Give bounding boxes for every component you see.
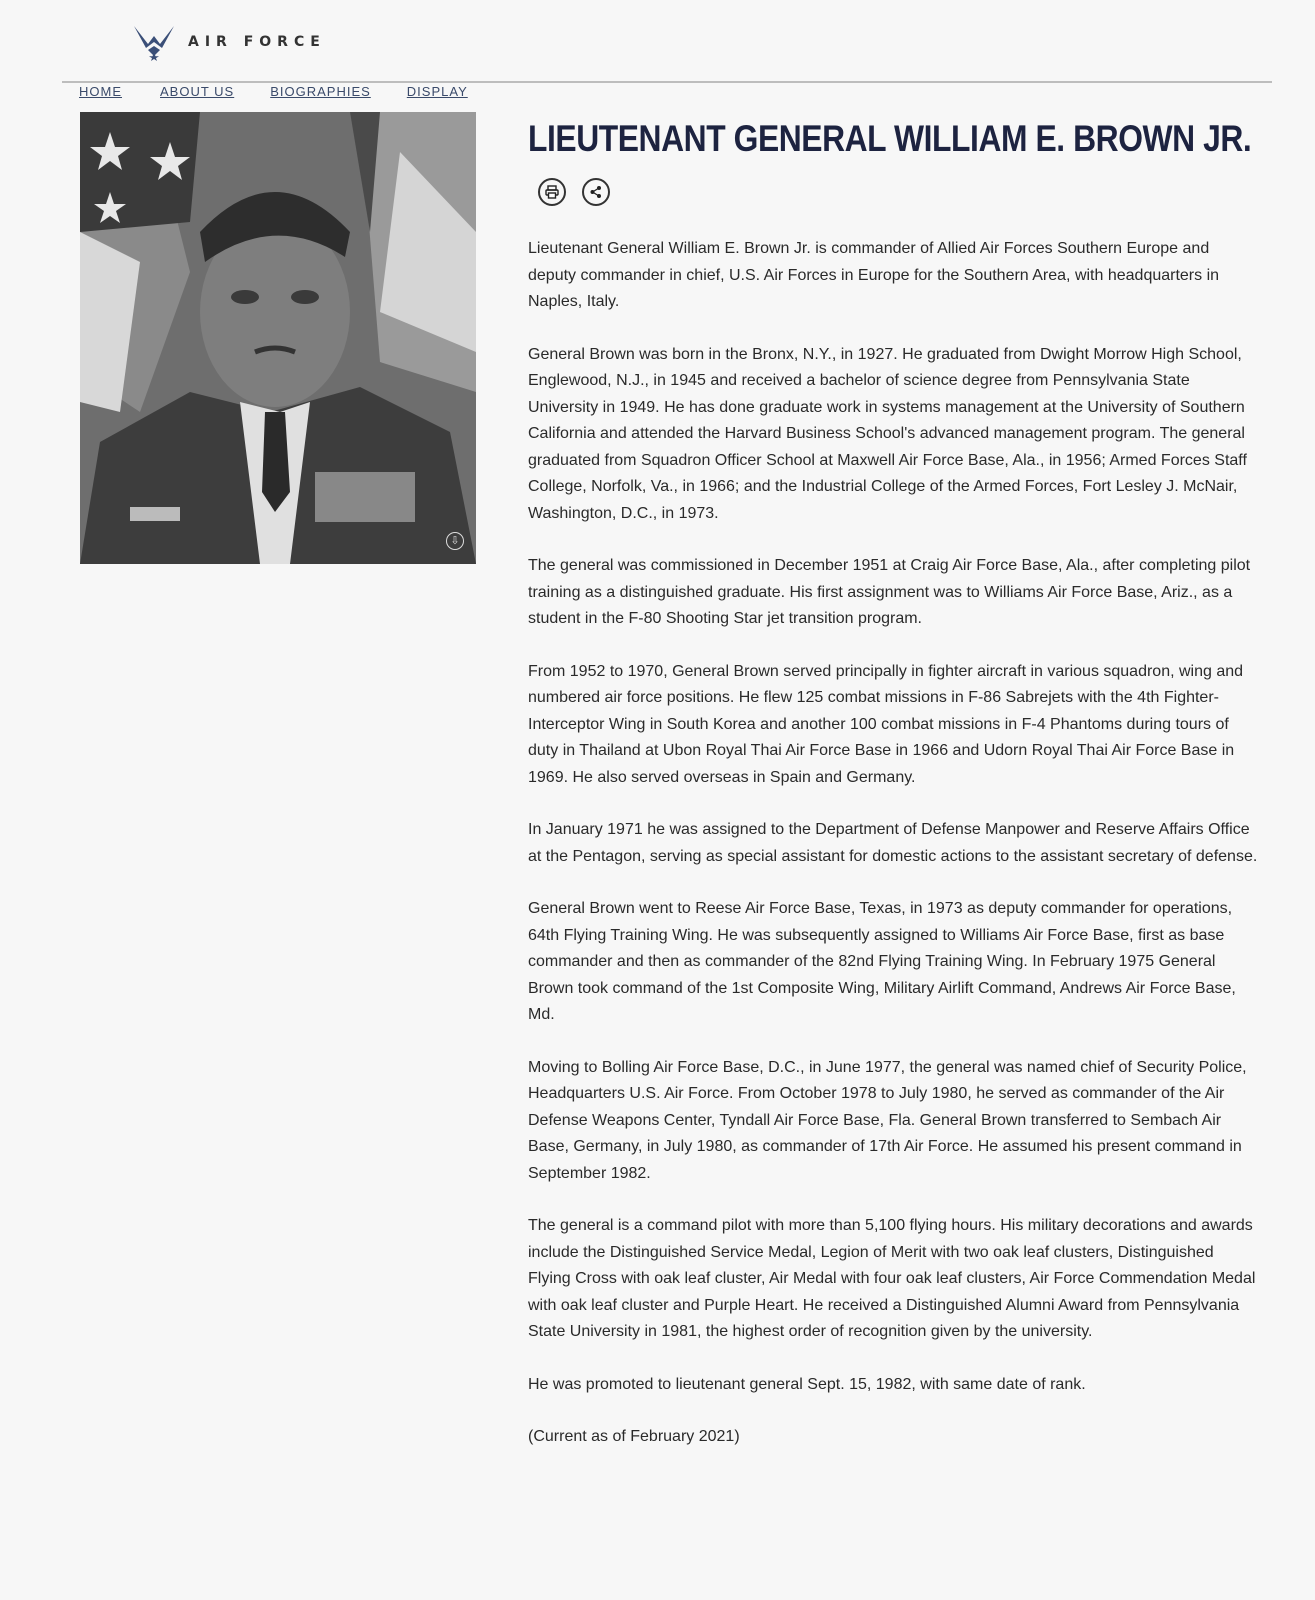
share-button[interactable] <box>582 178 610 206</box>
share-icon <box>589 185 603 199</box>
site-logo[interactable] <box>132 22 326 62</box>
logo-text: AIR FORCE <box>188 34 326 50</box>
nav-home-link[interactable]: HOME <box>79 84 122 99</box>
print-button[interactable] <box>538 178 566 206</box>
air-force-wings-icon <box>132 22 176 62</box>
bio-paragraph: From 1952 to 1970, General Brown served principally in fighter aircraft in various squadron, wing and numbered air force positions. He flew 125 combat missions in F-86 Sabrejets with the 4th Fighter-Interceptor Wing in South Korea and another 100 combat missions in F-4 Phantoms during tours of duty in Thailand at Ubon Royal Thai Air Force Base in 1966 and Udorn Royal Thai Air Force Base in 1969. He also served overseas in Spain and Germany. <box>528 662 1244 786</box>
bio-paragraph: The general was commissioned in December 1951 at Craig Air Force Base, Ala., after completing pilot training as a distinguished graduate. His first assignment was to Williams Air Force Base, Ariz., as a student in the F-80 Shooting Star jet transition program. <box>528 557 1251 627</box>
portrait-image <box>80 112 476 564</box>
bio-paragraph: General Brown went to Reese Air Force Base, Texas, in 1973 as deputy commander for operations, 64th Flying Training Wing. He was subsequently assigned to Williams Air Force Base, first as base commander and then as commander of the 82nd Flying Training Wing. In February 1975 General Brown took command of the 1st Composite Wing, Military Airlift Command, Andrews Air Force Base, Md. <box>528 900 1236 1023</box>
bio-paragraph: Moving to Bolling Air Force Base, D.C., in June 1977, the general was named chief of Security Police, Headquarters U.S. Air Force. From October 1978 to July 1980, he served as commander of the Air Defense Weapons Center, Tyndall Air Force Base, Fla. General Brown transferred to Sembach Air Base, Germany, in July 1980, as commander of 17th Air Force. He assumed his present command in September 1982. <box>528 1058 1247 1182</box>
print-icon <box>545 185 559 199</box>
header-divider <box>62 81 1272 83</box>
biography-text <box>528 236 1258 1451</box>
page-title: LIEUTENANT GENERAL WILLIAM E. BROWN JR. <box>528 118 1252 159</box>
bio-paragraph: The general is a command pilot with more than 5,100 flying hours. His military decorations and awards include the Distinguished Service Medal, Legion of Merit with two oak leaf clusters, Distinguished Flying Cross with oak leaf cluster, Air Medal with four oak leaf clusters, Air Force Commendation Medal with oak leaf cluster and Purple Heart. He received a Distinguished Alumni Award from Pennsylvania State University in 1981, the highest order of recognition given by the university. <box>528 1217 1256 1340</box>
breadcrumb-nav <box>79 84 504 99</box>
site-header <box>0 0 1315 82</box>
nav-display-link[interactable]: DISPLAY <box>406 84 468 99</box>
biography-content <box>528 118 1258 1477</box>
share-tools <box>538 178 1258 206</box>
bio-paragraph: General Brown was born in the Bronx, N.Y., in 1927. He graduated from Dwight Morrow High School, Englewood, N.J., in 1945 and received a bachelor of science degree from Pennsylvania State University in 1949. He has done graduate work in systems management at the University of Southern California and attended the Harvard Business School's advanced management program. The general graduated from Squadron Officer School at Maxwell Air Force Base, Ala., in 1956; Armed Forces Staff College, Norfolk, Va., in 1966; and the Industrial College of the Armed Forces, Fort Lesley J. McNair, Washington, D.C., in 1973. <box>528 345 1247 522</box>
bio-paragraph: In January 1971 he was assigned to the Department of Defense Manpower and Reserve Affairs Office at the Pentagon, serving as special assistant for domestic actions to the assistant secretary of defense. <box>528 821 1258 865</box>
download-icon[interactable]: ⇩ <box>446 532 464 550</box>
currency-note: (Current as of February 2021) <box>528 1428 740 1445</box>
bio-paragraph: He was promoted to lieutenant general Sept. 15, 1982, with same date of rank. <box>528 1375 1086 1393</box>
bio-paragraph: Lieutenant General William E. Brown Jr. is commander of Allied Air Forces Southern Europe and deputy commander in chief, U.S. Air Forces in Europe for the Southern Area, with headquarters in Naples, Italy. <box>528 240 1220 310</box>
nav-about-us-link[interactable]: ABOUT US <box>160 84 235 99</box>
official-portrait[interactable] <box>80 112 476 564</box>
nav-biographies-link[interactable]: BIOGRAPHIES <box>270 84 371 99</box>
